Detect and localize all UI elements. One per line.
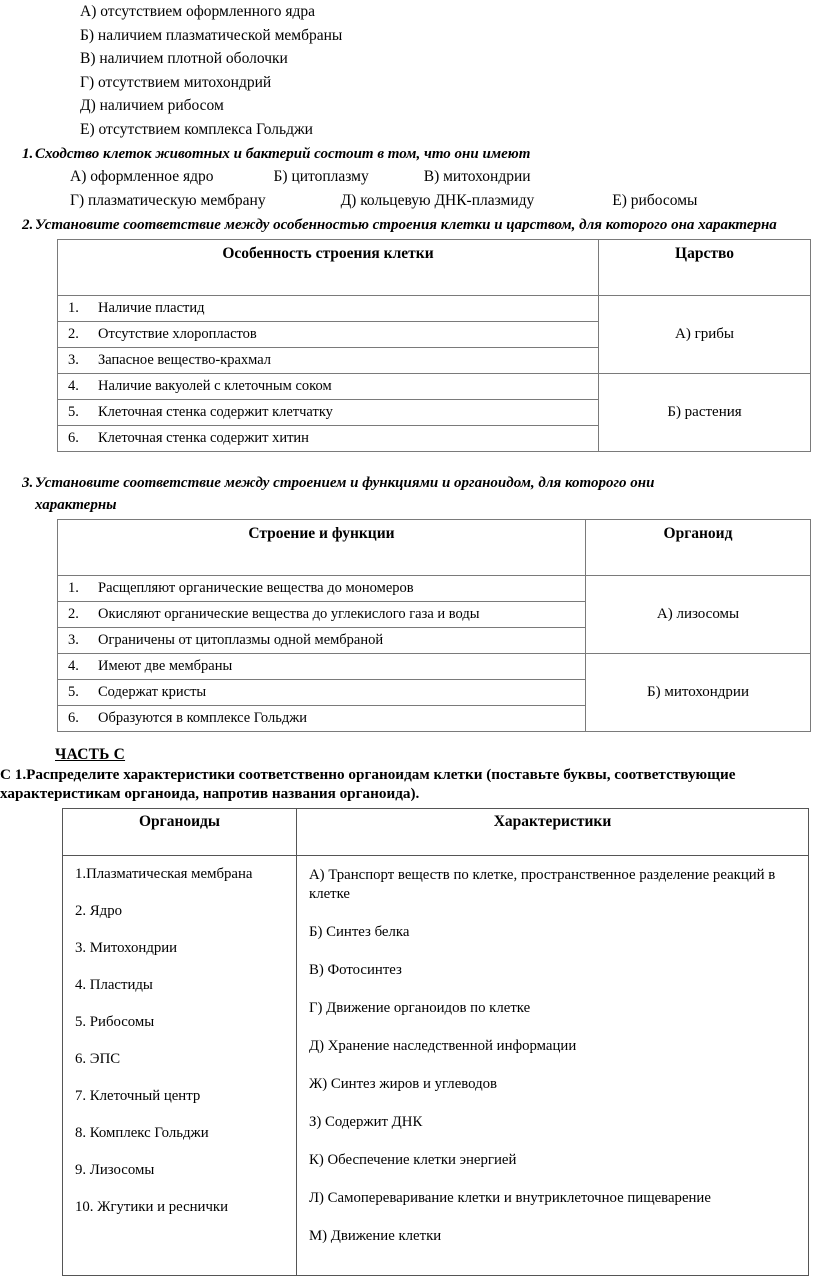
- item-number: 3.: [68, 631, 79, 648]
- answer-option: Г) плазматическую мембрану: [70, 191, 266, 209]
- item-number: 3.: [68, 351, 79, 368]
- column-header-feature: Особенность строения клетки: [58, 239, 599, 295]
- option-line: Г) отсутствием митохондрий: [80, 73, 272, 91]
- part-c-intro: С 1.Распределите характеристики соответственно органоидам клетки (поставьте буквы, соответствующие характеристикам органоида, напротив названия органоида).: [0, 765, 736, 803]
- item-text: Окисляют органические вещества до углекислого газа и воды: [98, 605, 480, 622]
- question-3-number: 3.: [22, 474, 34, 491]
- item-text: Клеточная стенка содержит клетчатку: [98, 403, 333, 420]
- table-cell-group: А) лизосомы: [586, 575, 811, 653]
- question-3-text: Установите соответствие между строением и функциями и органоидом, для которого они характерны: [35, 474, 655, 513]
- list-item: 7. Клеточный центр: [75, 1087, 201, 1104]
- item-number: 5.: [68, 403, 79, 420]
- question-3-table: [57, 519, 811, 732]
- table-cell-item: [58, 705, 586, 731]
- question-1-answers-row-1: [70, 165, 816, 189]
- table-row: [58, 575, 811, 601]
- option-line: Д) наличием рибосом: [80, 97, 224, 115]
- option-line: В) наличием плотной оболочки: [80, 50, 288, 68]
- option-line: Е) отсутствием комплекса Гольджи: [80, 120, 313, 138]
- table-cell-group: Б) растения: [599, 373, 811, 451]
- part-c-table: [62, 808, 809, 1276]
- table-cell-group: А) грибы: [599, 295, 811, 373]
- table-row: [58, 653, 811, 679]
- item-number: 5.: [68, 683, 79, 700]
- item-number: 1.: [68, 299, 79, 316]
- table-header-row: [63, 808, 809, 855]
- item-text: Запасное вещество-крахмал: [98, 351, 272, 368]
- list-item: 4. Пластиды: [75, 976, 153, 993]
- table-cell-item: [58, 321, 599, 347]
- question-1-answers-row-2: [70, 189, 816, 213]
- table-row: [58, 295, 811, 321]
- table-row: [58, 373, 811, 399]
- list-item: Л) Самопереваривание клетки и внутриклеточное пищеварение: [309, 1189, 711, 1206]
- item-number: 2.: [68, 325, 79, 342]
- item-text: Наличие вакуолей с клеточным соком: [98, 377, 332, 394]
- item-number: 6.: [68, 429, 79, 446]
- question-1-text: Сходство клеток животных и бактерий состоит в том, что они имеют: [35, 145, 531, 162]
- list-item: 1.Плазматическая мембрана: [75, 865, 253, 882]
- list-item: Г) Движение органоидов по клетке: [309, 999, 531, 1016]
- option-line: Б) наличием плазматической мембраны: [80, 26, 343, 44]
- question-2-text: Установите соответствие между особенностью строения клетки и царством, для которого она характерна: [35, 216, 777, 233]
- item-text: Ограничены от цитоплазмы одной мембраной: [98, 631, 384, 648]
- part-c-heading: ЧАСТЬ С: [55, 745, 126, 763]
- table-cell-item: [58, 601, 586, 627]
- table-row: [63, 855, 809, 1275]
- item-text: Расщепляют органические вещества до мономеров: [98, 579, 414, 596]
- table-cell-item: [58, 425, 599, 451]
- item-number: 1.: [68, 579, 79, 596]
- question-2-number: 2.: [22, 216, 34, 233]
- table-cell-group: Б) митохондрии: [586, 653, 811, 731]
- item-text: Клеточная стенка содержит хитин: [98, 429, 309, 446]
- question-2: [0, 214, 816, 236]
- list-item: Д) Хранение наследственной информации: [309, 1037, 577, 1054]
- list-item: А) Транспорт веществ по клетке, пространственное разделение реакций в клетке: [309, 866, 776, 902]
- item-text: Имеют две мембраны: [98, 657, 233, 674]
- answer-option: Б) цитоплазму: [273, 167, 369, 185]
- question-2-table: [57, 239, 811, 452]
- table-cell-item: [58, 295, 599, 321]
- item-text: Наличие пластид: [98, 299, 205, 316]
- table-cell-item: [58, 679, 586, 705]
- list-item: 2. Ядро: [75, 902, 122, 919]
- item-text: Отсутствие хлоропластов: [98, 325, 257, 342]
- column-header-structure: Строение и функции: [58, 519, 586, 575]
- list-item: 9. Лизосомы: [75, 1161, 155, 1178]
- list-item: В) Фотосинтез: [309, 961, 402, 978]
- list-item: 5. Рибосомы: [75, 1013, 155, 1030]
- list-item: Б) Синтез белка: [309, 923, 410, 940]
- table-cell-item: [58, 373, 599, 399]
- answer-option: Е) рибосомы: [612, 191, 698, 209]
- answer-option: А) оформленное ядро: [70, 167, 214, 185]
- item-number: 4.: [68, 657, 79, 674]
- list-item: З) Содержит ДНК: [309, 1113, 423, 1130]
- table-cell-item: [58, 575, 586, 601]
- list-item: К) Обеспечение клетки энергией: [309, 1151, 517, 1168]
- list-item: М) Движение клетки: [309, 1227, 442, 1244]
- answer-option: Д) кольцевую ДНК-плазмиду: [340, 191, 535, 209]
- column-header-organelles: Органоиды: [63, 808, 297, 855]
- table-cell-item: [58, 627, 586, 653]
- list-item: 8. Комплекс Гольджи: [75, 1124, 209, 1141]
- item-text: Содержат кристы: [98, 683, 207, 700]
- item-number: 2.: [68, 605, 79, 622]
- column-header-organoid: Органоид: [586, 519, 811, 575]
- table-cell-item: [58, 653, 586, 679]
- top-options-list: [0, 0, 816, 142]
- part-c-section: [0, 732, 816, 804]
- item-text: Образуются в комплексе Гольджи: [98, 709, 307, 726]
- question-3: [0, 472, 816, 516]
- table-header-row: [58, 519, 811, 575]
- list-item: 6. ЭПС: [75, 1050, 121, 1067]
- table-cell-item: [58, 399, 599, 425]
- question-1-number: 1.: [22, 145, 34, 162]
- table-header-row: [58, 239, 811, 295]
- list-item: 3. Митохондрии: [75, 939, 178, 956]
- column-header-kingdom: Царство: [599, 239, 811, 295]
- list-item: Ж) Синтез жиров и углеводов: [309, 1075, 498, 1092]
- item-number: 6.: [68, 709, 79, 726]
- answer-option: В) митохондрии: [423, 167, 531, 185]
- list-item: 10. Жгутики и реснички: [75, 1198, 229, 1215]
- characteristics-cell: [297, 855, 809, 1275]
- question-1: [0, 143, 816, 165]
- item-number: 4.: [68, 377, 79, 394]
- table-cell-item: [58, 347, 599, 373]
- option-line: А) отсутствием оформленного ядра: [80, 3, 316, 20]
- column-header-characteristics: Характеристики: [297, 808, 809, 855]
- organelles-cell: [63, 855, 297, 1275]
